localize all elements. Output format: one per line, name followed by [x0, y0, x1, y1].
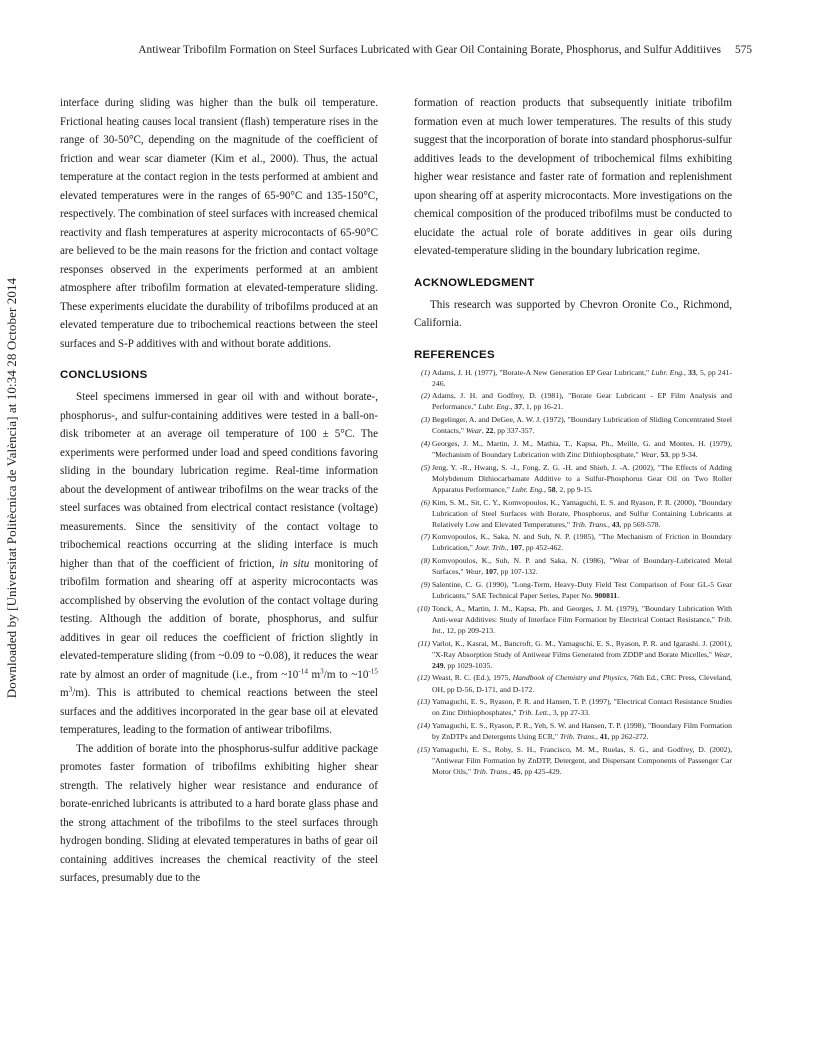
page-number: 575 [735, 44, 752, 56]
reference-item: (9) Salentine, C. G. (1990), "Long-Term, Heavy-Duty Field Test Comparison of Four GL-5 Gear Lubricants," SAE Technical Paper Series, Paper No. 900811. [421, 579, 732, 601]
reference-item: (6) Kim, S. M., Sit, C. Y., Komvopoulos, K., Yamaguchi, E. S. and Ryason, P. R. (2000), "Boundary Lubrication of Steel Surfaces with Borate, Phosphorus, and Sulfur Containing Lubricants at Relatively Low and Elevated Temperatures," Trib. Trans., 43, pp 569-578. [421, 497, 732, 529]
references-heading: REFERENCES [414, 348, 495, 361]
body-paragraph: interface during sliding was higher than the bulk oil temperature. Frictional heating causes local transient (flash) temperature rises in the range of 30-50°C, depending on the magnitude of the coefficient of friction and wear scar diameter (Kim et al., 2000). Thus, the actual temperature at the contact region in the tests performed at ambient and elevated temperatures were in the ranges of 65-90°C and 135-150°C, respectively. The combination of steel surfaces with increased chemical reactivity and flash temperatures at asperity microcontacts of 65-90°C are believed to be the main reasons for the friction and contact voltage responses observed in the experiments performed at an ambient atmosphere after tribofilm formation at elevated-temperature sliding. These experiments elucidate the durability of tribofilms produced at an elevated temperature due to tribochemical reactions between the steel surfaces and S-P additives with and without borate additions. [60, 97, 378, 350]
reference-item: (2) Adams, J. H. and Godfrey, D. (1981), "Borate Gear Lubricant - EP Film Analysis and Performance," Lubr. Eng., 37, 1, pp 16-21. [421, 391, 732, 412]
reference-item: (3) Begelinger, A. and DeGee, A. W. J. (1972), "Boundary Lubrication of Sliding Concentrated Steel Contacts," Wear, 22, pp 337-357. [421, 415, 732, 436]
running-header [40, 44, 752, 56]
reference-item: (7) Komvopoulos, K., Saka, N. and Suh, N. P. (1985), "The Mechanism of Friction in Boundary Lubrication," Jour. Trib., 107, pp 452-462. [421, 532, 732, 553]
reference-item: (8) Komvopoulos, K., Suh, N. P. and Saka, N. (1986), "Wear of Boundary-Lubricated Metal Surfaces," Wear, 107, pp 107-132. [421, 556, 732, 577]
right-column [414, 94, 732, 779]
acknowledgment-text: This research was supported by Chevron Oronite Co., Richmond, California. [414, 298, 732, 329]
body-paragraph: formation of reaction products that subsequently initiate tribofilm formation even at much lower temperatures. The results of this study suggest that the incorporation of borate into standard phosphorus-sulfur additives leads to the development of tribochemical films exhibiting higher wear resistance and faster rate of formation and replenishment upon shearing off at asperity microcontacts. More investigations on the chemical composition of the produced tribofilms must be conducted to elucidate the actual role of borate additives in gear oils during elevated-temperature sliding in the boundary lubrication regime. [414, 97, 732, 257]
running-header-title: Antiwear Tribofilm Formation on Steel Surfaces Lubricated with Gear Oil Containing Borate, Phosphorus, and Sulfur Additiives [138, 44, 722, 56]
reference-item: (14) Yamaguchi, E. S., Ryason, P. R., Yeh, S. W. and Hansen, T. P. (1998), "Boundary Film Formation by ZnDTPs and Detergents Using ECR," Trib. Trans., 41, pp 262-272. [417, 721, 732, 742]
reference-item: (15) Yamaguchi, E. S., Roby, S. H., Francisco, M. M., Ruelas, S. G., and Godfrey, D. (2002), "Antiwear Film Formation by ZnDTP, Detergent, and Dispersant Components of Passenger Car Motor Oils," Trib. Trans., 45, pp 425-429. [417, 744, 732, 776]
left-column [60, 94, 378, 888]
conclusions-heading: CONCLUSIONS [60, 369, 148, 381]
reference-list [414, 367, 732, 778]
body-paragraph: The addition of borate into the phosphorus-sulfur additive package promotes faster formation of tribofilms exhibiting higher shear strength. The relatively higher wear resistance and endurance of borate-enriched lubricants is attributed to a hard borate glass phase and the strong attachment of the tribofilms to the steel surfaces through hydrogen bonding. Sliding at elevated temperatures in baths of gear oil containing additives increases the chemical reactivity of the steel surfaces, presumably due to the [60, 742, 378, 884]
download-stamp-text: Downloaded by [Universitat Politècnica de València] at 10:34 28 October 2014 [4, 277, 19, 699]
acknowledgment-heading: ACKNOWLEDGMENT [414, 276, 535, 289]
reference-item: (11) Varlot, K., Kasrai, M., Bancroft, G. M., Yamaguchi, E. S., Ryason, P. R. and Igarashi. J. (2001), "X-Ray Absorption Study of Antiwear Films Generated from ZDDP and Borate Micelles," Wear, 249, pp 1029-1035. [417, 638, 732, 670]
reference-item: (13) Yamaguchi, E. S., Ryason, P. R. and Hansen, T. P. (1997), "Electrical Contact Resistance Studies on Zinc Dithiophosphates," Trib. Lett., 3, pp 27-33. [417, 697, 732, 718]
reference-item: (10) Tonck, A., Martin, J. M., Kapsa, Ph. and Georges, J. M. (1979), "Boundary Lubrication With Anti-wear Additives: Study of Interface Film Formation by Electrical Contact Resistance," Trib. Int., 12, pp 209-213. [417, 603, 732, 635]
body-paragraph: Steel specimens immersed in gear oil with and without borate-, phosphorus-, and sulfur-containing additives were tested in a ball-on-disk tribometer at an average oil temperature of 100 ± 5°C. The experiments were performed under load and speed conditions favoring sliding in the boundary lubrication regime. Real-time information about the development of antiwear tribofilms on the wear tracks of the steel surfaces was obtained from electrical contact resistance (voltage) measurements. Since the sensitivity of the contact voltage to tribochemical reactions occurring at the sliding interface is much higher than that of the coefficient of friction, in situ monitoring of tribofilm formation and shearing off at asperity microcontacts was accomplished by observing the evolution of the contact voltage during testing. Although the addition of borate, phosphorus, and sulfur additives in gear oil reduces the coefficient of friction slightly in elevated-temperature sliding (from ~0.09 to ~0.08), it reduces the wear rate by almost an order of magnitude (i.e., from $\sim 10^{-14}$ $m^3/m$ to $\sim 10^{-15}$ $m^3/m$). This is attributed to chemical reactions between the steel surfaces and the additives incorporated in the gear base oil at elevated temperatures, leading to the formation of antiwear tribofilms. [60, 391, 379, 736]
download-stamp [0, 0, 22, 1056]
reference-item: (12) Weast, R. C. (Ed.), 1975, Handbook of Chemistry and Physics, 76th Ed., CRC Press, Cleveland, OH, pp D-56, D-171, and D-172. [417, 673, 732, 694]
reference-item: (4) Georges, J. M., Martin, J. M., Mathia, T., Kapsa, Ph., Meille, G. and Montes, H. (1979), "Mechanism of Boundary Lubrication with Zinc Dithiophosphate," Wear, 53, pp 9-34. [421, 438, 732, 459]
reference-item: (5) Jeng, Y. -R., Hwang, S. -J., Fong, Z. G. -H. and Shieh, J. -A. (2002), "The Effects of Adding Molybdenum Dithiocarbamate Additive to a Sulfur-Phosphorus Gear Oil on Two Roller Apparatus Performance," Lubr. Eng., 58, 2, pp 9-15. [421, 462, 732, 494]
reference-item: (1) Adams, J. H. (1977), "Borate-A New Generation EP Gear Lubricant," Lubr. Eng., 33, 5, pp 241-246. [421, 367, 732, 388]
